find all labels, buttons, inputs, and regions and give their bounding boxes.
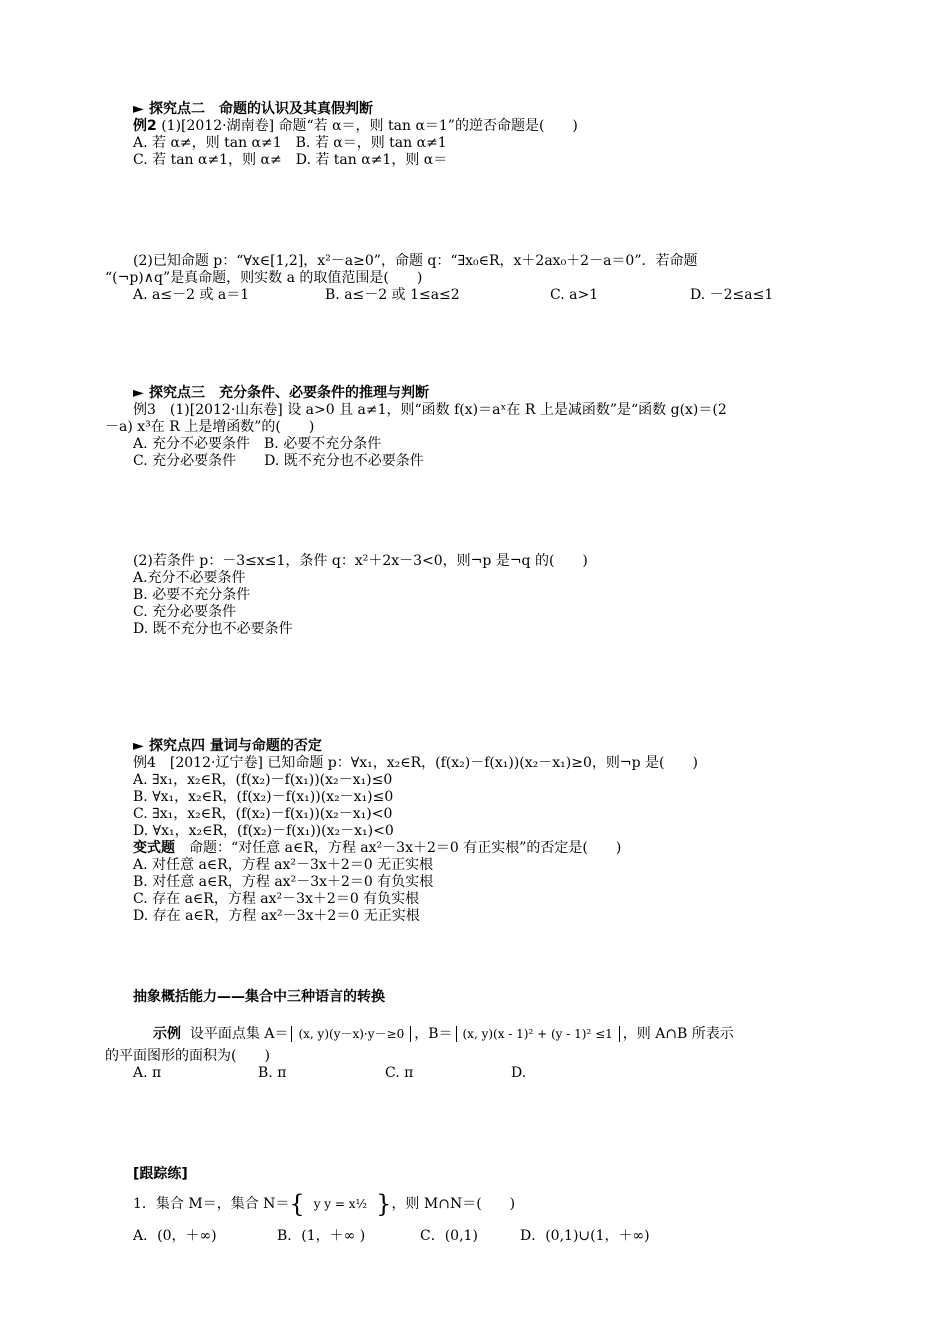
example-3-options-ab: A. 充分不必要条件 B. 必要不充分条件 [133,436,382,452]
variant-option-d: D. 存在 a∈R，方程 ax²－3x＋2＝0 无正实根 [133,908,420,924]
example-2-options-cd: C. 若 tan α≠1，则 α≠ D. 若 tan α≠1，则 α＝ [133,152,448,168]
follow-up-option-b: B．(1，＋∞ ) [277,1228,366,1244]
example-2-q2-line1: (2)已知命题 p：“∀x∈[1,2]，x²－a≥0”，命题 q：“∃x₀∈R，x＋2ax₀＋2－a＝0”．若命题 [133,253,698,269]
follow-up-option-d: D．(0,1)∪(1，＋∞) [520,1228,650,1244]
example-3-q2-option-b: B. 必要不充分条件 [133,587,251,603]
set-n: y y = x½ [313,1197,368,1211]
follow-up-heading: [跟踪练] [133,1166,188,1182]
right-brace-icon: } [376,1190,392,1218]
example-4-option-b: B. ∀x₁，x₂∈R，(f(x₂)－f(x₁))(x₂－x₁)≤0 [133,789,394,805]
abstract-option-d: D. [511,1065,527,1081]
example-2-options-ab: A. 若 α≠，则 tan α≠1 B. 若 α＝，则 tan α≠1 [133,135,447,151]
example-3-q2-option-d: D. 既不充分也不必要条件 [133,621,293,637]
follow-up-q1: 1．集合 M＝，集合 N＝{ y y = x½ }，则 M∩N＝( ) [133,1190,516,1218]
follow-up-option-a: A．(0，＋∞) [133,1228,217,1244]
set-a: (x, y)(y－x)·y－≥0 [291,1026,411,1042]
example-3-line2: －a) x³在 R 上是增函数”的( ) [105,419,315,435]
example-2-q1: 例2 (1)[2012·湖南卷] 命题“若 α＝，则 tan α＝1”的逆否命题是( ) [133,118,578,134]
follow-up-option-c: C．(0,1) [420,1228,478,1244]
triangle-marker-icon: ► [133,101,144,117]
example-4-option-c: C. ∃x₁，x₂∈R，(f(x₂)－f(x₁))(x₂－x₁)<0 [133,806,393,822]
abstract-heading: 抽象概括能力——集合中三种语言的转换 [133,989,385,1005]
example-3-q2-option-c: C. 充分必要条件 [133,604,237,620]
section-2-heading: ► 探究点二 命题的认识及其真假判断 [133,101,373,117]
example-4-option-d: D. ∀x₁，x₂∈R，(f(x₂)－f(x₁))(x₂－x₁)<0 [133,823,394,839]
variant-option-a: A. 对任意 a∈R，方程 ax²－3x＋2＝0 无正实根 [133,857,434,873]
example-3-options-cd: C. 充分必要条件 D. 既不充分也不必要条件 [133,453,424,469]
triangle-marker-icon: ► [133,385,144,401]
abstract-option-b: B. π [258,1065,287,1081]
example-4: 例4 [2012·辽宁卷] 已知命题 p：∀x₁，x₂∈R，(f(x₂)－f(x₁))(x₂－x₁)≥0，则¬p 是( ) [133,755,698,771]
example-2-q2-option-b: B. a≤－2 或 1≤a≤2 [325,287,460,303]
example-2-q2-option-c: C. a>1 [550,287,599,303]
example-3-line1: 例3 (1)[2012·山东卷] 设 a>0 且 a≠1，则“函数 f(x)＝aˣ在 R 上是减函数”是“函数 g(x)＝(2 [133,402,727,418]
example-2-q2-line2: “(¬p)∧q”是真命题，则实数 a 的取值范围是( ) [105,270,423,286]
example-2-q2-option-a: A. a≤－2 或 a＝1 [133,287,250,303]
abstract-example-line1: 示例 设平面点集 A＝ (x, y)(y－x)·y－≥0 ，B＝ (x, y)(x - 1)² + (y - 1)² ≤1 ，则 A∩B 所表示 [153,1026,734,1042]
set-b: (x, y)(x - 1)² + (y - 1)² ≤1 [456,1026,620,1042]
section-4-heading: ► 探究点四 量词与命题的否定 [133,738,322,754]
variant-option-b: B. 对任意 a∈R，方程 ax²－3x＋2＝0 有负实根 [133,874,434,890]
example-4-option-a: A. ∃x₁，x₂∈R，(f(x₂)－f(x₁))(x₂－x₁)≤0 [133,772,393,788]
triangle-marker-icon: ► [133,738,144,754]
abstract-example-line2: 的平面图形的面积为( ) [105,1048,270,1064]
left-brace-icon: { [289,1190,305,1218]
abstract-option-a: A. π [133,1065,162,1081]
example-2-q2-option-d: D. －2≤a≤1 [690,287,774,303]
example-3-q2: (2)若条件 p：－3≤x≤1，条件 q：x²＋2x－3<0，则¬p 是¬q 的( ) [133,553,588,569]
section-3-heading: ► 探究点三 充分条件、必要条件的推理与判断 [133,385,429,401]
variant-question: 变式题 命题：“对任意 a∈R，方程 ax²－3x＋2＝0 有正实根”的否定是( ) [133,840,622,856]
example-3-q2-option-a: A.充分不必要条件 [133,570,246,586]
abstract-option-c: C. π [385,1065,414,1081]
variant-option-c: C. 存在 a∈R，方程 ax²－3x＋2＝0 有负实根 [133,891,420,907]
